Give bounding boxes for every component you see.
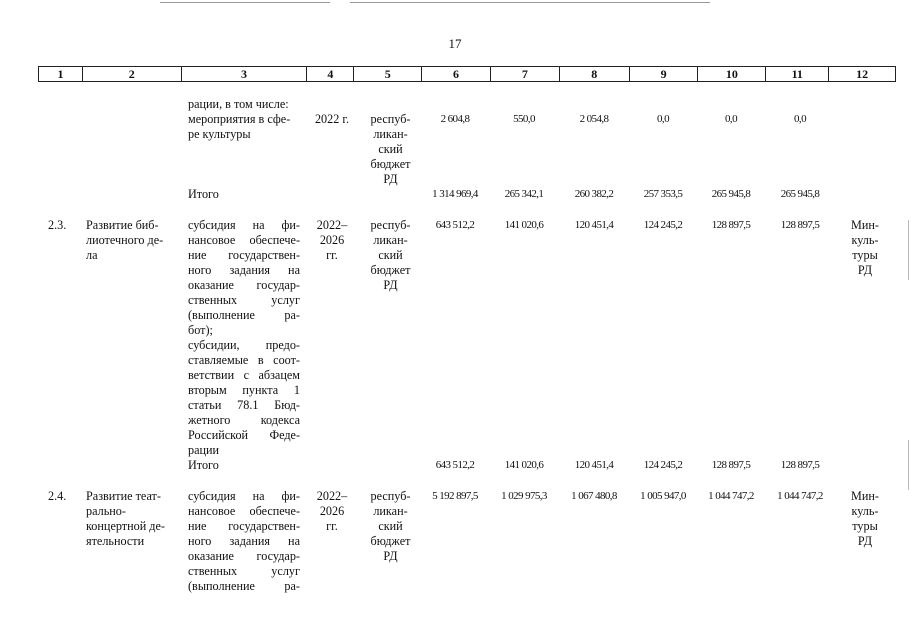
desc-line: Российской Феде- bbox=[188, 428, 300, 442]
value-cell: 2 604,8 bbox=[440, 113, 470, 125]
desc-line: ного задания на bbox=[188, 263, 300, 277]
value-cell: 643 512,2 bbox=[435, 219, 475, 231]
desc-line: мероприятия в сфе- bbox=[188, 112, 291, 126]
executor-line: Мин- bbox=[851, 218, 879, 232]
name-line: концертной де- bbox=[86, 519, 165, 533]
desc-line: рации, в том числе: bbox=[188, 97, 289, 111]
page-number: 17 bbox=[448, 36, 462, 51]
value-cell: 128 897,5 bbox=[780, 219, 820, 231]
total-label: Итого bbox=[188, 187, 219, 201]
executor-line: РД bbox=[857, 534, 873, 548]
table-header-row bbox=[38, 66, 896, 82]
desc-line: ственных услуг bbox=[188, 564, 300, 578]
total-value: 1 314 969,4 bbox=[432, 188, 478, 200]
col-header: 6 bbox=[421, 67, 490, 81]
total-value: 120 451,4 bbox=[574, 459, 614, 471]
executor-line: куль- bbox=[851, 504, 879, 518]
desc-line: ного задания на bbox=[188, 534, 300, 548]
desc-line: нансовое обеспече- bbox=[188, 504, 300, 518]
scan-edge-line bbox=[908, 220, 909, 280]
col-header: 5 bbox=[353, 67, 421, 81]
desc-line: ние государствен- bbox=[188, 519, 300, 533]
value-cell: 0,0 bbox=[725, 113, 737, 125]
value-cell: 0,0 bbox=[794, 113, 806, 125]
source-line: РД bbox=[383, 172, 398, 186]
desc-line: субсидии, предо- bbox=[188, 338, 300, 352]
source-line: респуб- bbox=[370, 489, 411, 503]
name-line: рально- bbox=[86, 504, 126, 518]
name-line: лиотечного де- bbox=[86, 233, 164, 247]
desc-line: жетного кодекса bbox=[188, 413, 300, 427]
value-cell: 1 067 480,8 bbox=[571, 490, 617, 502]
name-line: Развитие теат- bbox=[86, 489, 161, 503]
desc-line: (выполнение ра- bbox=[188, 579, 300, 593]
value-cell: 120 451,4 bbox=[574, 219, 614, 231]
desc-line: субсидия на фи- bbox=[188, 218, 300, 232]
source-line: ликан- bbox=[373, 233, 408, 247]
executor-line: туры bbox=[852, 248, 878, 262]
source-line: бюджет bbox=[370, 157, 411, 171]
row-number: 2.4. bbox=[48, 489, 67, 503]
executor-line: РД bbox=[857, 263, 873, 277]
source-line: РД bbox=[383, 278, 398, 292]
period-line: гг. bbox=[326, 248, 338, 262]
col-header: 12 bbox=[828, 67, 895, 81]
value-cell: 0,0 bbox=[657, 113, 669, 125]
value-cell: 141 020,6 bbox=[504, 219, 544, 231]
value-cell: 5 192 897,5 bbox=[432, 490, 478, 502]
value-cell: 1 005 947,0 bbox=[640, 490, 686, 502]
scan-top-rule bbox=[160, 2, 330, 3]
source-line: ский bbox=[378, 142, 403, 156]
name-line: ятельности bbox=[86, 534, 145, 548]
desc-line: субсидия на фи- bbox=[188, 489, 300, 503]
value-cell: 2 054,8 bbox=[579, 113, 609, 125]
total-value: 124 245,2 bbox=[643, 459, 683, 471]
desc-line: ре культуры bbox=[188, 127, 251, 141]
total-value: 141 020,6 bbox=[504, 459, 544, 471]
source-line: респуб- bbox=[370, 218, 411, 232]
source-line: бюджет bbox=[370, 263, 411, 277]
desc-line: статьи 78.1 Бюд- bbox=[188, 398, 300, 412]
source-line: респуб- bbox=[370, 112, 411, 126]
desc-line: ственных услуг bbox=[188, 293, 300, 307]
col-header: 11 bbox=[765, 67, 828, 81]
period: 2022 г. bbox=[314, 112, 350, 126]
source-line: ский bbox=[378, 519, 403, 533]
row-number: 2.3. bbox=[48, 218, 67, 232]
desc-line: вторым пункта 1 bbox=[188, 383, 300, 397]
col-header: 3 bbox=[181, 67, 307, 81]
period-line: 2026 bbox=[319, 504, 345, 518]
col-header: 7 bbox=[490, 67, 559, 81]
source-line: РД bbox=[383, 549, 398, 563]
source-line: бюджет bbox=[370, 534, 411, 548]
desc-line: оказание государ- bbox=[188, 549, 300, 563]
executor-line: Мин- bbox=[851, 489, 879, 503]
scan-top-rule bbox=[350, 2, 710, 3]
desc-line: ние государствен- bbox=[188, 248, 300, 262]
value-cell: 128 897,5 bbox=[711, 219, 751, 231]
period-line: гг. bbox=[326, 519, 338, 533]
value-cell: 1 044 747,2 bbox=[777, 490, 823, 502]
total-value: 128 897,5 bbox=[711, 459, 751, 471]
total-value: 265 945,8 bbox=[711, 188, 751, 200]
total-label: Итого bbox=[188, 458, 219, 472]
desc-line: рации bbox=[188, 443, 220, 457]
total-value: 643 512,2 bbox=[435, 459, 475, 471]
desc-line: нансовое обеспече- bbox=[188, 233, 300, 247]
desc-line: (выполнение ра- bbox=[188, 308, 300, 322]
source-line: ликан- bbox=[373, 504, 408, 518]
col-header: 4 bbox=[306, 67, 353, 81]
period-line: 2022– bbox=[316, 218, 348, 232]
col-header: 1 bbox=[57, 67, 64, 81]
desc-line: ветствии с абзацем bbox=[188, 368, 300, 382]
value-cell: 550,0 bbox=[513, 113, 535, 125]
desc-line: ставляемые в соот- bbox=[188, 353, 300, 367]
total-value: 265 342,1 bbox=[504, 188, 544, 200]
total-value: 257 353,5 bbox=[643, 188, 683, 200]
value-cell: 1 044 747,2 bbox=[708, 490, 754, 502]
name-line: ла bbox=[86, 248, 98, 262]
period-line: 2022– bbox=[316, 489, 348, 503]
desc-line: оказание государ- bbox=[188, 278, 300, 292]
total-value: 265 945,8 bbox=[780, 188, 820, 200]
col-header: 2 bbox=[82, 67, 181, 81]
source-line: ский bbox=[378, 248, 403, 262]
executor-line: куль- bbox=[851, 233, 879, 247]
col-header: 8 bbox=[559, 67, 629, 81]
scan-edge-line bbox=[908, 440, 909, 490]
desc-line: бот); bbox=[188, 323, 213, 337]
name-line: Развитие биб- bbox=[86, 218, 159, 232]
executor-line: туры bbox=[852, 519, 878, 533]
value-cell: 1 029 975,3 bbox=[501, 490, 547, 502]
source-line: ликан- bbox=[373, 127, 408, 141]
col-header: 9 bbox=[629, 67, 698, 81]
col-header: 10 bbox=[697, 67, 765, 81]
value-cell: 124 245,2 bbox=[643, 219, 683, 231]
period-line: 2026 bbox=[319, 233, 345, 247]
total-value: 260 382,2 bbox=[574, 188, 614, 200]
total-value: 128 897,5 bbox=[780, 459, 820, 471]
